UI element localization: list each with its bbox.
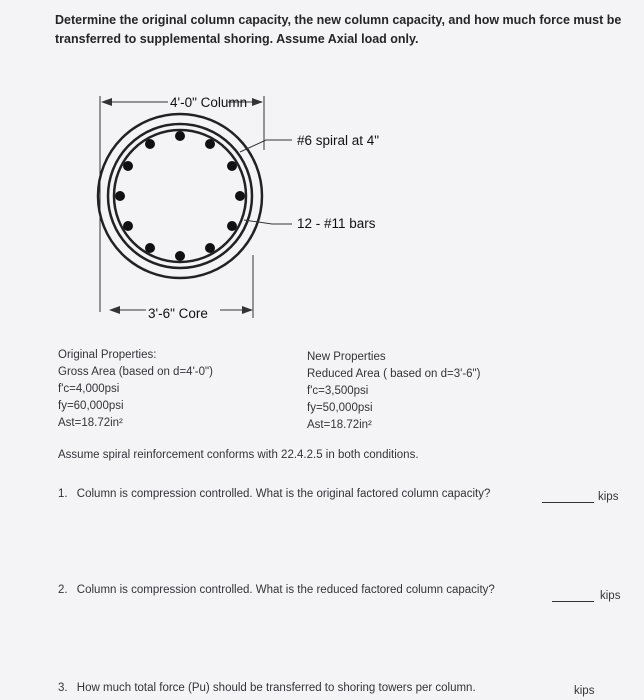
- spiral-note: Assume spiral reinforcement conforms with 22.4.2.5 in both conditions.: [58, 449, 419, 461]
- core-dim-arrow-left: [109, 306, 120, 314]
- rebar: [227, 221, 237, 231]
- answer-blank-1[interactable]: [542, 502, 594, 503]
- spiral-outline: [108, 124, 252, 268]
- column-dim-label: 4'-0" Column: [170, 95, 248, 110]
- new-fc: f'c=3,500psi: [307, 385, 369, 397]
- rebar: [123, 221, 133, 231]
- rebar: [115, 191, 125, 201]
- core-outline: [114, 130, 246, 262]
- question-2: [58, 584, 495, 596]
- rebar: [205, 243, 215, 253]
- question-number: 1.: [58, 488, 68, 500]
- answer-blank-2[interactable]: [552, 601, 594, 602]
- new-ast: Ast=18.72in²: [307, 419, 372, 431]
- rebar: [123, 161, 133, 171]
- column-dim-arrow-right: [252, 98, 263, 106]
- new-area: Reduced Area ( based on d=3'-6"): [307, 368, 481, 380]
- column-section-diagram: [0, 0, 644, 340]
- core-dim-arrow-right: [242, 306, 253, 314]
- rebar: [145, 139, 155, 149]
- new-heading: New Properties: [307, 351, 386, 363]
- column-dim-arrow-left: [101, 98, 112, 106]
- bars-label: 12 - #11 bars: [297, 216, 376, 231]
- unit-label-1: kips: [598, 491, 619, 503]
- question-1: [58, 488, 490, 500]
- rebar: [145, 243, 155, 253]
- rebar: [205, 139, 215, 149]
- spiral-label: #6 spiral at 4": [297, 133, 380, 148]
- original-fc: f'c=4,000psi: [58, 383, 120, 395]
- rebar: [175, 251, 185, 261]
- unit-label-3: kips: [574, 685, 595, 697]
- new-fy: fy=50,000psi: [307, 402, 373, 414]
- original-area: Gross Area (based on d=4'-0"): [58, 366, 213, 378]
- question-text: How much total force (Pu) should be transferred to shoring towers per column.: [76, 682, 476, 694]
- rebar: [235, 191, 245, 201]
- bars-leader: [244, 220, 292, 224]
- new-properties: [307, 349, 480, 434]
- problem-statement: Determine the original column capacity, the new column capacity, and how much force must be transferred to supplemental shoring. Assume Axial load only.: [55, 13, 622, 46]
- original-fy: fy=60,000psi: [58, 400, 124, 412]
- original-heading: Original Properties:: [58, 349, 157, 361]
- original-ast: Ast=18.72in²: [58, 417, 123, 429]
- question-text: Column is compression controlled. What is the original factored column capacity?: [76, 488, 491, 500]
- original-properties: [58, 347, 213, 432]
- question-number: 2.: [58, 584, 68, 596]
- core-dim-label: 3'-6" Core: [148, 306, 208, 321]
- question-number: 3.: [58, 682, 68, 694]
- rebar: [227, 161, 237, 171]
- rebar: [175, 131, 185, 141]
- question-text: Column is compression controlled. What is the reduced factored column capacity?: [76, 584, 495, 596]
- question-3: [58, 682, 476, 694]
- unit-label-2: kips: [600, 590, 621, 602]
